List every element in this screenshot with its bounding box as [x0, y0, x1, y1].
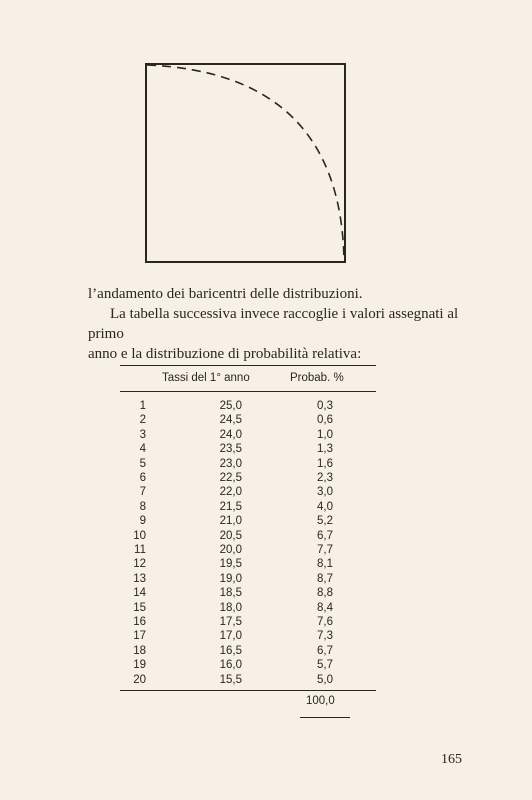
row-probability: 7,7 — [317, 544, 333, 556]
row-probability: 3,0 — [317, 486, 333, 499]
row-rate: 16,0 — [219, 659, 242, 672]
table-row — [120, 400, 376, 414]
row-number: 7 — [139, 486, 146, 499]
header-rate: Tassi del 1° anno — [162, 372, 250, 384]
row-probability: 5,7 — [317, 659, 333, 672]
row-rate: 19,5 — [219, 558, 242, 571]
row-probability: 8,4 — [317, 601, 333, 614]
row-number: 9 — [139, 515, 146, 528]
row-probability: 6,7 — [317, 644, 333, 657]
row-probability: 0,6 — [317, 414, 333, 427]
table-row — [120, 486, 376, 500]
row-rate: 17,5 — [219, 616, 242, 628]
row-rate: 16,5 — [219, 644, 242, 657]
row-probability: 6,7 — [317, 529, 333, 542]
row-number: 8 — [139, 500, 146, 513]
row-probability: 8,7 — [317, 572, 333, 585]
row-probability: 7,6 — [317, 616, 333, 628]
table-row — [120, 515, 376, 529]
row-probability: 5,2 — [317, 515, 333, 528]
row-probability: 5,0 — [317, 673, 333, 686]
row-number: 11 — [134, 544, 146, 556]
table-row — [120, 587, 376, 601]
figure-dashed-arc — [145, 63, 346, 263]
table-top-rule — [120, 365, 376, 366]
table-row — [120, 573, 376, 587]
row-number: 13 — [133, 572, 146, 585]
row-probability: 1,0 — [317, 428, 333, 441]
row-number: 2 — [139, 414, 146, 427]
row-rate: 18,0 — [219, 601, 242, 614]
table-row — [120, 472, 376, 486]
row-number: 12 — [133, 558, 146, 571]
row-rate: 22,5 — [219, 472, 242, 484]
paragraph-line-3: anno e la distribuzione di probabilità relativa: — [88, 346, 362, 362]
row-rate: 21,0 — [219, 515, 242, 528]
body-paragraph — [88, 284, 492, 364]
header-prob: Probab. % — [290, 372, 344, 384]
row-probability: 1,6 — [317, 457, 333, 470]
row-number: 6 — [139, 472, 146, 484]
table-row — [120, 602, 376, 616]
row-number: 20 — [133, 673, 146, 686]
table-row — [120, 558, 376, 572]
row-number: 3 — [139, 428, 146, 441]
paragraph-line-2: La tabella successiva invece raccoglie i valori assegnati al primo — [88, 306, 459, 342]
row-rate: 24,0 — [219, 428, 242, 441]
table-row — [120, 544, 376, 558]
dashed-curve — [145, 63, 346, 263]
row-rate: 23,5 — [219, 443, 242, 456]
row-number: 5 — [139, 457, 146, 470]
row-probability: 7,3 — [317, 630, 333, 643]
row-number: 17 — [133, 630, 146, 643]
table-row — [120, 659, 376, 673]
row-number: 16 — [133, 616, 146, 628]
row-rate: 15,5 — [219, 673, 242, 686]
table-row — [120, 458, 376, 472]
row-number: 10 — [133, 529, 146, 542]
row-rate: 22,0 — [219, 486, 242, 499]
row-rate: 24,5 — [219, 414, 242, 427]
table-row — [120, 501, 376, 515]
total-underline — [300, 717, 350, 718]
row-number: 15 — [133, 601, 146, 614]
row-probability: 4,0 — [317, 500, 333, 513]
row-rate: 23,0 — [219, 457, 242, 470]
row-probability: 2,3 — [317, 472, 333, 484]
row-rate: 20,5 — [219, 529, 242, 542]
row-rate: 21,5 — [219, 500, 242, 513]
table-row — [120, 530, 376, 544]
row-rate: 18,5 — [219, 587, 242, 600]
row-probability: 8,1 — [317, 558, 333, 571]
table-total: 100,0 — [306, 695, 335, 707]
table-row — [120, 414, 376, 428]
table-row — [120, 443, 376, 457]
table-row — [120, 645, 376, 659]
row-number: 1 — [139, 400, 146, 412]
table-row — [120, 616, 376, 630]
table-row — [120, 630, 376, 644]
table-row — [120, 429, 376, 443]
page-number: 165 — [441, 752, 462, 767]
table-header-rule — [120, 391, 376, 392]
table-row — [120, 674, 376, 688]
row-number: 19 — [133, 659, 146, 672]
row-number: 14 — [133, 587, 146, 600]
row-rate: 20,0 — [219, 544, 242, 556]
row-probability: 1,3 — [317, 443, 333, 456]
row-number: 18 — [133, 644, 146, 657]
row-rate: 19,0 — [219, 572, 242, 585]
paragraph-line-1: l’andamento dei baricentri delle distribuzioni. — [88, 286, 363, 302]
table-bottom-rule — [120, 690, 376, 691]
row-probability: 8,8 — [317, 587, 333, 600]
row-rate: 25,0 — [219, 400, 242, 412]
row-rate: 17,0 — [219, 630, 242, 643]
row-probability: 0,3 — [317, 400, 333, 412]
row-number: 4 — [139, 443, 146, 456]
